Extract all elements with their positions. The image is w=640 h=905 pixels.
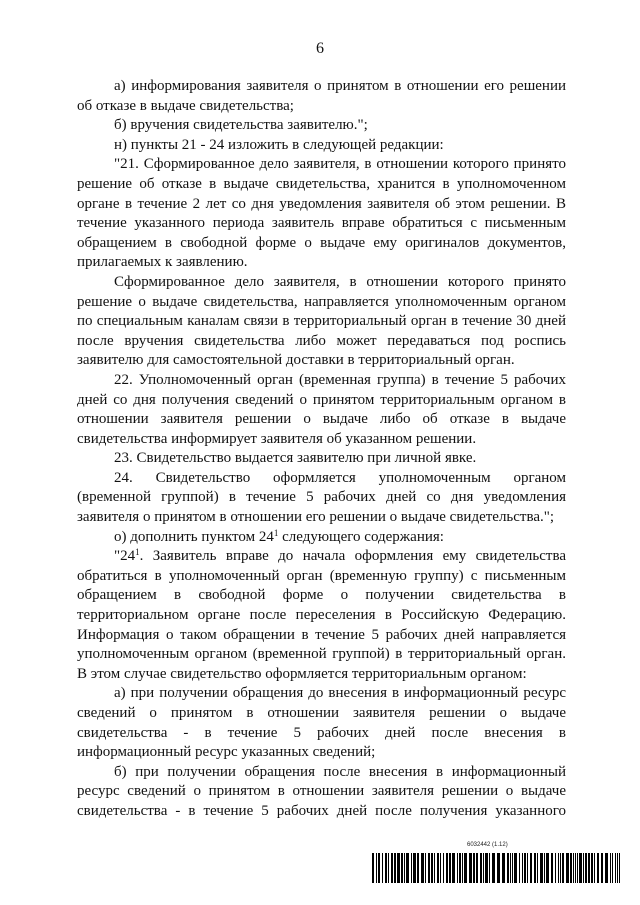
barcode-stripe [464,853,467,883]
barcode-stripe [562,853,564,883]
barcode-stripe [610,853,611,883]
barcode-stripe [560,853,561,883]
barcode-stripe [512,853,513,883]
barcode-stripe [510,853,511,883]
superscript-1: 1 [273,527,279,538]
barcode-stripe [376,853,377,883]
page-number: 6 [316,40,324,57]
barcode-stripe [476,853,478,883]
barcode-stripe [406,853,409,883]
barcode-stripe [434,853,435,883]
barcode-stripe [459,853,461,883]
barcode-stripe [401,853,403,883]
paragraph-24-1-text: . Заявитель вправе до начала оформления ему свидетельства обратиться в уполномоченный орган (временную группу) с письменным обращением в свободной форме о получении свидетельства в территориальном органе после переселения в Российскую Федерацию. Информация о таком обращении в течение 5 рабочих дней направляется уполномоченным органом (временной группой) в территориальный орган. В этом случае свидетельство оформляется территориальным органом: [77,548,566,682]
paragraph-21: "21. Сформированное дело заявителя, в отношении которого принято решение об отказе в выдаче свидетельства, хранится в уполномоченном органе в течение 2 лет со дня уведомления заявителя об этом решении. В течение указанного периода заявитель вправе обратиться с письменным обращением в свободной форме о выдаче ему оригиналов документов, прилагаемых к заявлению. [77,156,566,271]
barcode-stripe [530,853,532,883]
paragraph-24-1-b: б) при получении обращения после внесения в информационный ресурс сведений о принятом в отношении заявителя решении о выдаче свидетельства - в течение 5 рабочих дней после получения указанного [77,763,566,819]
barcode-image [372,853,620,883]
superscript-1: 1 [135,547,140,558]
barcode-stripe [391,853,393,883]
barcode-stripe [551,853,553,883]
barcode-stripe [605,853,608,883]
paragraph-n-amend: н) пункты 21 - 24 изложить в следующей редакции: [114,136,444,153]
barcode-stripe [540,853,543,883]
barcode-stripe [497,853,500,883]
barcode-stripe [524,853,526,883]
barcode-stripe [615,853,616,883]
barcode-stripe [394,853,396,883]
barcode-stripe [570,853,572,883]
barcode-stripe [617,853,618,883]
barcode-stripe [437,853,439,883]
paragraph-o-text-start: о) дополнить пунктом 24 [114,528,274,545]
barcode-stripe [382,853,383,883]
document-body [77,77,566,822]
barcode-stripe [502,853,505,883]
barcode-stripe [527,853,528,883]
barcode-caption: 6032442 (1.12) [467,842,508,848]
barcode-stripe [462,853,463,883]
barcode-stripe [485,853,488,883]
paragraph-o-supplement [77,528,566,548]
barcode-stripe [378,853,380,883]
barcode-stripe [522,853,523,883]
barcode-stripe [417,853,419,883]
barcode-stripe [483,853,484,883]
barcode-stripe [577,853,578,883]
barcode-stripe [428,853,430,883]
barcode-stripe [446,853,448,883]
barcode-stripe [601,853,603,883]
barcode-stripe [514,853,517,883]
barcode-stripe [558,853,559,883]
paragraph-b-handover: б) вручения свидетельства заявителю."; [114,117,368,134]
barcode-stripe [597,853,599,883]
barcode-stripe [573,853,574,883]
barcode-stripe [619,853,620,883]
barcode-stripe [457,853,458,883]
barcode-stripe [492,853,495,883]
barcode-stripe [397,853,400,883]
barcode-stripe [372,853,374,883]
barcode-stripe [591,853,593,883]
barcode-stripe [575,853,576,883]
barcode-stripe [537,853,538,883]
barcode-stripe [411,853,412,883]
barcode-stripe [544,853,545,883]
paragraph-22: 22. Уполномоченный орган (временная группа) в течение 5 рабочих дней со дня получения сведений о принятом территориальным органом в отношении заявителя решении о выдаче либо об отказе в выдаче свидетельства информирует заявителя об указанном решении. [77,371,566,447]
paragraph-23: 23. Свидетельство выдается заявителю при личной явке. [114,450,477,467]
barcode-stripe [519,853,520,883]
barcode-stripe [421,853,424,883]
barcode-stripe [388,853,389,883]
barcode-stripe [579,853,582,883]
barcode-stripe [489,853,490,883]
barcode-stripe [555,853,556,883]
paragraph-24-1-a: а) при получении обращения до внесения в информационный ресурс сведений о принятом в отношении заявителя решении о выдаче свидетельства - в течение 5 рабочих дней после внесения в информационный ресурс указанных сведений; [77,685,566,761]
barcode-stripe [612,853,613,883]
barcode-stripe [480,853,482,883]
barcode-stripe [585,853,587,883]
barcode-stripe [449,853,451,883]
barcode-stripe [469,853,472,883]
barcode-stripe [546,853,549,883]
paragraph-24-1-number: "24 [114,548,136,565]
barcode-stripe [566,853,569,883]
barcode-stripe [452,853,455,883]
paragraph-24: 24. Свидетельство оформляется уполномоченным органом (временной группой) в течение 5 рабочих дней со дня уведомления заявителя о принятом в отношении его решении о выдаче свидетельства."; [77,469,566,526]
barcode-stripe [473,853,475,883]
barcode-stripe [440,853,441,883]
barcode-stripe [507,853,509,883]
barcode-stripe [583,853,584,883]
barcode-stripe [431,853,433,883]
paragraph-24-1 [77,547,566,684]
barcode-stripe [404,853,405,883]
barcode-block [372,842,620,886]
barcode-stripe [413,853,416,883]
paragraph-o-text-end: следующего содержания: [278,528,444,545]
barcode-stripe [443,853,444,883]
paragraph-21-continued: Сформированное дело заявителя, в отношении которого принято решение о выдаче свидетельства, направляется уполномоченным органом по специальным каналам связи в территориальный орган в течение 30 дней после вручения свидетельства либо может передаваться под роспись заявителю для самостоятельной доставки в территориальный орган. [77,273,566,369]
paragraph-a-inform: а) информирования заявителя о принятом в отношении его решении об отказе в выдаче свидетельства; [77,78,566,114]
barcode-stripe [588,853,590,883]
barcode-stripe [385,853,387,883]
barcode-stripe [534,853,536,883]
barcode-stripe [425,853,426,883]
barcode-stripe [594,853,595,883]
